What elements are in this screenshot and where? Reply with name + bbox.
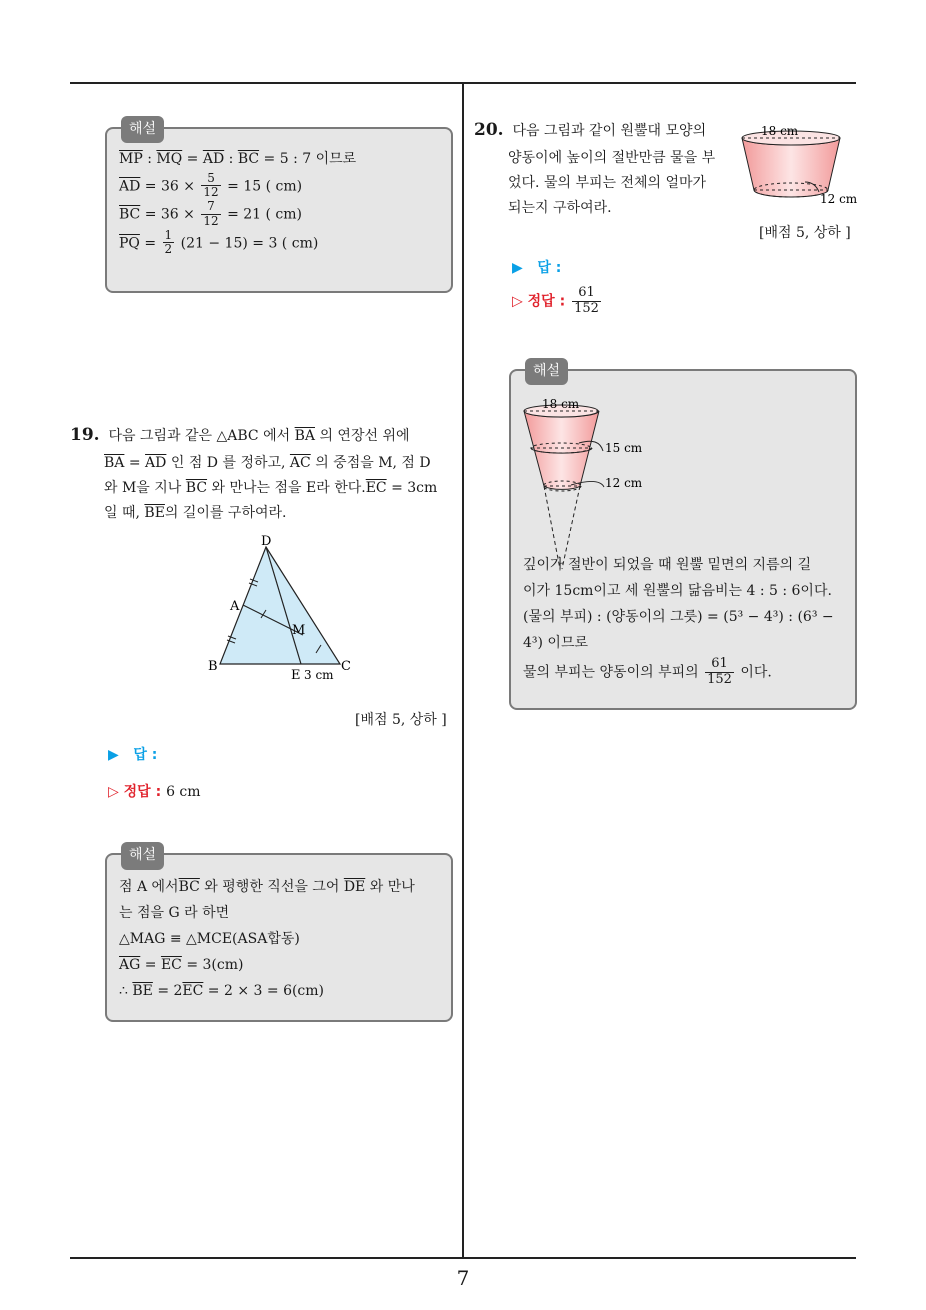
label-e: E [291,668,301,683]
page-number: 7 [456,1266,470,1290]
play-icon: ▶ [108,747,119,763]
problem-19-score: [배점 5, 상하 ] [355,712,447,728]
label-top-diameter: 18 cm [761,124,799,138]
solution-box-18 [105,121,453,293]
problem-20-text: 20. 다음 그림과 같이 원뿔대 모양의 양동이에 높이의 절반만큼 물을 부 었다. 물의 부피는 전체의 얼마가 되는지 구하여라. [474,120,716,216]
solution-tag: 해설 [121,842,164,870]
label-d: D [261,534,272,549]
column-divider [462,84,464,1257]
bucket-body [742,138,840,197]
answer-19-label: ▶ 답 : [108,747,158,763]
problem-19-text: 19. 다음 그림과 같은 △ABC 에서 $\overline{BA}$ 의 연장선 위에 $\overline{BA} = \overline{AD}$ 인 점 D 를 정하고, $\overline{AC}$ 의 중점을 M, 점 D 와 M을 지나 $\overline{BC}$ 와 만나는 점을 E라 한다$.\overline{EC} = 3cm$ 일 때, $\overline{BE}$의 길이를 구하여라. [70,425,438,521]
correct-answer-20: ▷ 정답 : $\frac{61}{152}$ [512,285,599,316]
bucket-figure [735,120,865,210]
label-m: M [292,623,306,638]
fraction: $\frac{5}{12}$ [203,170,219,200]
triangle-figure [200,530,370,685]
label-water-diameter: 15 cm [605,441,643,455]
bc-line: $\overline{BC} = 36$ × $\frac{7}{12}$ = 21 ( cm) [119,199,303,228]
play-icon: ▶ [512,260,523,276]
problem-20-score: [배점 5, 상하 ] [759,225,851,241]
ratio-line: $\overline{MP}$ : $\overline{MQ} = \overline{AD}$ : $\overline{BC} = 5$ : 7 이므로 [119,151,357,167]
label-c: C [341,659,351,674]
answer-20-label: ▶ 답 : [512,260,562,276]
ad-line: $\overline{AD} = 36$ × $\frac{5}{12}$ = 15 ( cm) [119,170,303,200]
solution-box-19: 해설 점 A 에서$\overline{BC}$ 와 평행한 직선을 그어 $\overline{DE}$ 와 만나 는 점을 G 라 하면 △MAG ≡ △MCE(ASA합동) $\overline{AG} = \overline{EC} = 3(cm)$ ∴ $\overline{BE} = 2\overline{EC} = 2 \times 3 = 6(cm)$ [105,853,453,1022]
bottom-rule [70,1257,856,1259]
label-a: A [230,599,240,614]
problem-number: 20. [474,120,504,140]
triangle-outline-icon: ▷ [512,293,523,310]
label-top-diameter: 18 cm [542,397,580,411]
fraction: $\frac{61}{152}$ [574,285,599,316]
label-bottom-diameter: 12 cm [820,192,858,206]
fraction: $\frac{61}{152}$ [707,655,732,687]
cone-figure [511,391,711,571]
triangle-outline-icon: ▷ [108,784,119,800]
solution-tag: 해설 [525,358,568,385]
label-ec-length: 3 cm [304,668,334,682]
fraction: $\frac{7}{12}$ [203,199,219,228]
solution-tag: 해설 [121,116,164,143]
correct-answer-19: ▷ 정답 : 6 cm [108,784,201,800]
label-bottom-diameter: 12 cm [605,476,643,490]
fraction: $\frac{1}{2}$ [164,227,173,257]
label-b: B [208,659,218,674]
solution-box-20: 해설 18 cm 15 cm 12 cm 깊이가 절반이 되었을 때 원뿔 밑면의 지름의 길 이가 15cm이고 세 원뿔의 닮음비는 4 : 5 : 6이다. (물의 부피) : (양동이의 그릇) = (5³ − 4³) : (6³ − 4³) 이므로 물의 부피는 양동이의 부피의 $\frac{61}{152}$ 이다. [509,369,857,710]
problem-number: 19. [70,425,100,445]
pq-line: $\overline{PQ}$ = $\frac{1}{2}$ (21 − 15) = 3 ( cm) [119,227,319,257]
